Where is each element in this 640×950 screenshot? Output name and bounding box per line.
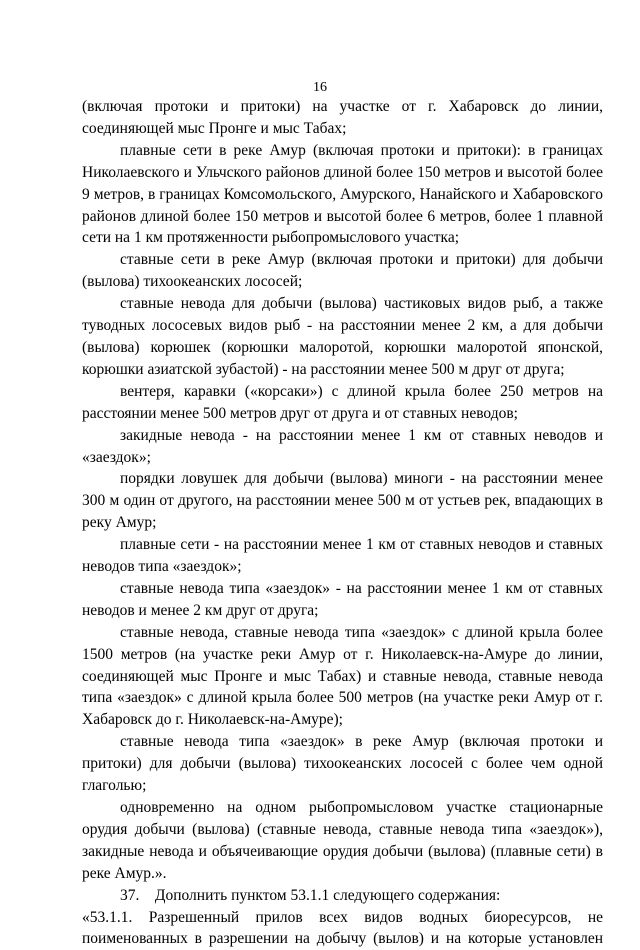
- paragraph-drift-nets-amur: плавные сети в реке Амур (включая протоки и притоки): в границах Николаевского и Ульчского районов длиной более 150 метров и высотой более 9 метров, в границах Комсомольского, Амурского, Нанайского и Хабаровского районов длиной более 150 метров и высотой более 6 метров, более 1 плавной сети на 1 км протяженности рыбопромыслового участка;: [82, 141, 603, 247]
- paragraph-simultaneous-gear: одновременно на одном рыбопромысловом участке стационарные орудия добычи (вылова) (ставные невода, ставные невода типа «заездок»), закидные невода и объячеивающие орудия добычи (вылова) (плавные сети) в реке Амур.».: [82, 799, 603, 882]
- paragraph-set-seines-distance: ставные невода для добычи (вылова) частиковых видов рыб, а также туводных лососевых видов рыб - на расстоянии менее 2 км, а для добычи (вылова) корюшек (корюшки малоротой, корюшки малоротой японской, корюшки азиатской зубастой) - на расстоянии менее 500 м друг от друга;: [82, 295, 603, 378]
- paragraph-zaezdok-distance: ставные невода типа «заездок» - на расстоянии менее 1 км от ставных неводов и менее 2 км друг от друга;: [82, 579, 603, 619]
- paragraph-lamprey-traps: порядки ловушек для добычи (вылова) миноги - на расстоянии менее 300 м один от другого, на расстоянии менее 500 м от устьев рек, впадающих в реку Амур;: [82, 470, 603, 532]
- paragraph-item-37: 37. Дополнить пунктом 53.1.1 следующего содержания:: [120, 886, 501, 904]
- paragraph-item-53-1-1: «53.1.1. Разрешенный прилов всех видов водных биоресурсов, не поименованных в разрешении на добычу (вылов) и на которые установлен: [82, 908, 603, 948]
- paragraph-fyke-nets: вентеря, каравки («корсаки») с длиной крыла более 250 метров на расстоянии менее 500 метров друг от друга и от ставных неводов;: [82, 382, 603, 422]
- paragraph-continuation: (включая протоки и притоки) на участке от г. Хабаровск до линии, соединяющей мыс Пронге и мыс Табах;: [82, 98, 603, 137]
- paragraph-set-nets-salmon: ставные сети в реке Амур (включая протоки и притоки) для добычи (вылова) тихоокеанских лососей;: [82, 251, 603, 291]
- page-number: 16: [313, 80, 327, 95]
- document-body: [82, 96, 603, 950]
- paragraph-beach-seines: закидные невода - на расстоянии менее 1 км от ставных неводов и «заездок»;: [82, 426, 603, 466]
- paragraph-wing-length: ставные невода, ставные невода типа «заездок» с длиной крыла более 1500 метров (на участке реки Амур от г. Николаевск-на-Амуре до линии, соединяющей мыс Пронге и мыс Табах) и ставные невода, ставные невода типа «заездок» с длиной крыла более 500 метров (на участке реки Амур от г. Хабаровск до г. Николаевск-на-Амуре);: [82, 623, 603, 729]
- paragraph-zaezdok-glagol: ставные невода типа «заездок» в реке Амур (включая протоки и притоки) для добычи (вылова) тихоокеанских лососей с более чем одной глаголью;: [82, 733, 603, 795]
- paragraph-drift-nets-distance: плавные сети - на расстоянии менее 1 км от ставных неводов и ставных неводов типа «заездок»;: [82, 536, 603, 576]
